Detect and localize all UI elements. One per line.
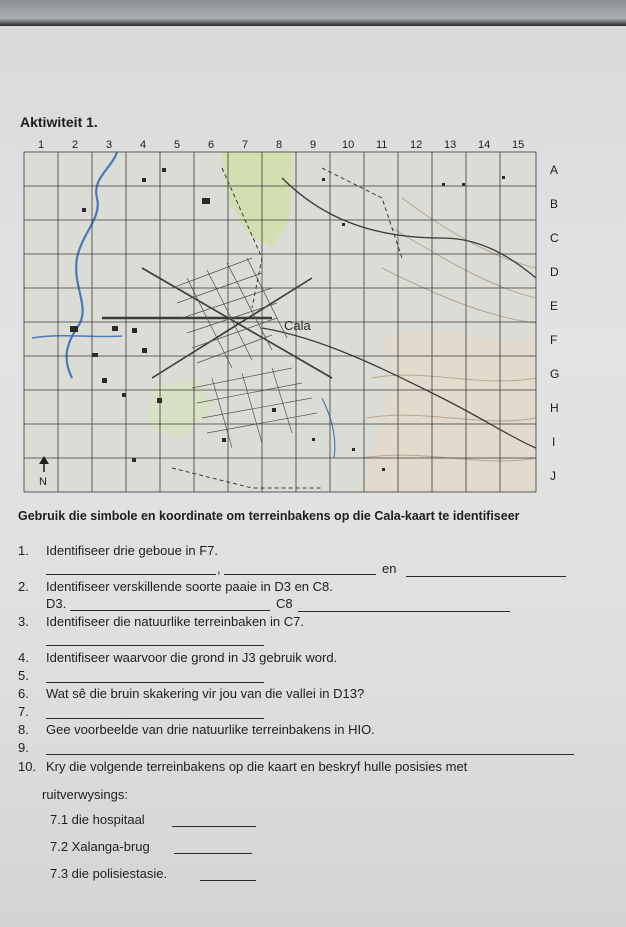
row-label: H [550,401,559,415]
row-label: B [550,197,559,211]
question-number: 6. [18,686,29,701]
column-label: 5 [174,139,181,151]
subitem-label: 7.1 die hospitaal [50,812,145,827]
answer-line[interactable] [406,576,566,577]
answer-line[interactable] [46,574,216,575]
column-label: 9 [310,139,317,151]
subitem-label: 7.3 die polisiestasie. [50,866,168,881]
answer-prefix: D3. [46,596,67,611]
answer-line[interactable] [200,880,256,881]
column-label: 1 [38,139,45,151]
column-label: 12 [410,139,423,151]
answer-line[interactable] [174,853,252,854]
map-row-labels [550,163,559,483]
question-continuation: ruitverwysings: [42,787,128,802]
question-text: Identifiseer drie geboue in F7. [46,543,218,558]
column-label: 7 [242,139,249,151]
row-label: C [550,231,559,245]
column-label: 15 [512,139,525,151]
town-label: Cala [284,318,311,333]
column-label: 10 [342,139,355,151]
column-label: 11 [376,139,388,151]
answer-line[interactable] [46,754,574,755]
column-label: 2 [72,139,79,151]
row-label: G [550,367,560,381]
question-number: 4. [18,650,29,665]
instructions: Gebruik die simbole en koordinate om terreinbakens op die Cala-kaart te identifiseer [18,509,520,523]
row-label: I [552,435,556,449]
question-text: Identifiseer die natuurlike terreinbaken in C7. [46,614,304,629]
question-number: 9. [18,740,29,755]
answer-line[interactable] [46,718,264,719]
answer-separator: , [217,561,221,576]
answer-line[interactable] [70,610,270,611]
map-column-labels [38,139,524,151]
column-label: 8 [276,139,283,151]
question-text: Identifiseer verskillende soorte paaie in D3 en C8. [46,579,333,594]
column-label: 13 [444,139,457,151]
answer-line[interactable] [46,682,264,683]
north-label: N [39,476,47,488]
question-text: Wat sê die bruin skakering vir jou van die vallei in D13? [46,686,365,701]
question-number: 5. [18,668,29,683]
question-number: 10. [18,759,37,774]
question-number: 8. [18,722,29,737]
topographic-map [22,138,582,498]
question-number: 1. [18,543,29,558]
row-label: F [550,333,558,347]
question-text: Gee voorbeelde van drie natuurlike terreinbakens in HIO. [46,722,375,737]
row-label: E [550,299,559,313]
question-number: 3. [18,614,29,629]
row-label: D [550,265,559,279]
question-text: Kry die volgende terreinbakens op die kaart en beskryf hulle posisies met [46,759,468,774]
column-label: 3 [106,139,113,151]
answer-line[interactable] [298,611,510,612]
question-number: 2. [18,579,29,594]
activity-title: Aktiwiteit 1. [20,114,98,130]
row-label: J [550,469,556,483]
column-label: 4 [140,139,147,151]
answer-line[interactable] [224,574,376,575]
question-number: 7. [18,704,29,719]
column-label: 6 [208,139,215,151]
contour-shading [362,331,536,492]
answer-line[interactable] [46,645,264,646]
row-label: A [550,163,559,177]
question-text: Identifiseer waarvoor die grond in J3 gebruik word. [46,650,338,665]
top-page-edge [0,0,626,26]
column-label: 14 [478,139,491,151]
answer-prefix: C8 [276,596,293,611]
subitem-label: 7.2 Xalanga-brug [50,839,150,854]
answer-separator: en [382,561,397,576]
answer-line[interactable] [172,826,256,827]
